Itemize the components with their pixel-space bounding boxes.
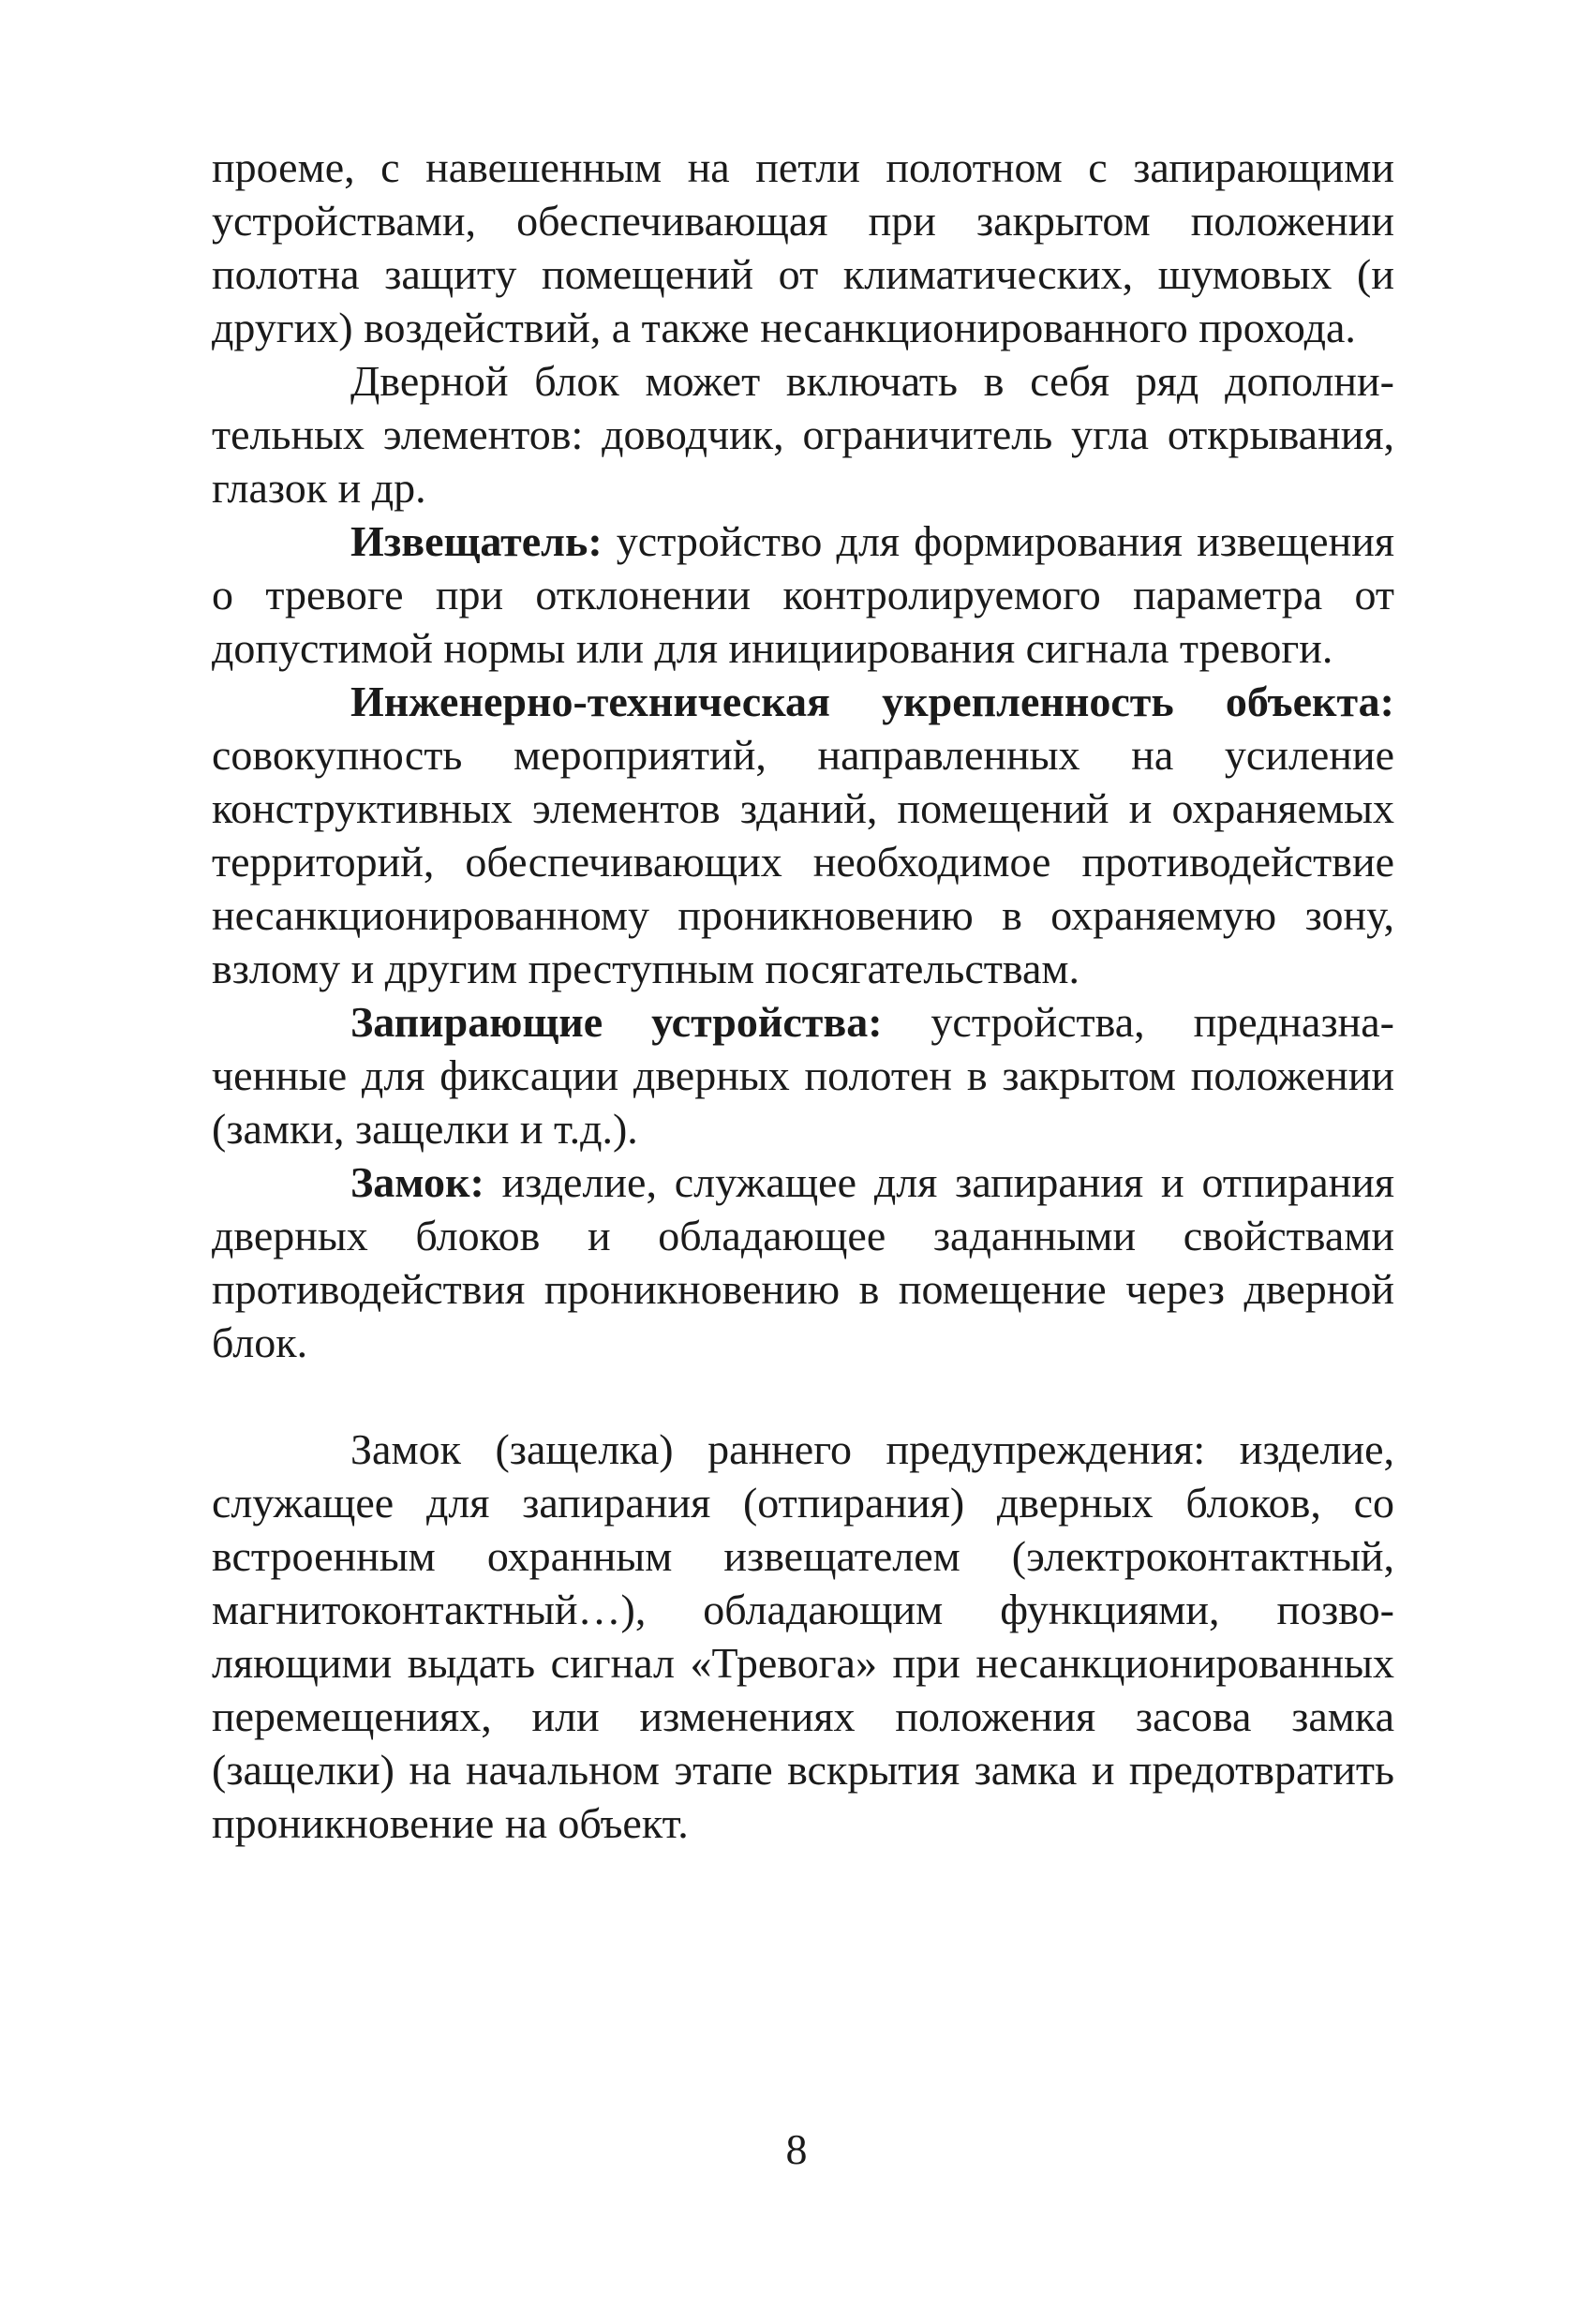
definition-engineering-protection (212, 675, 1394, 995)
page-number: 8 (785, 2125, 808, 2173)
definition-locking-devices-text: устройства, предназначенные для фиксации дверных полотен в закрытом положении (замки, защелки и т.д.). (212, 998, 1394, 1153)
term-engineering-protection: Инженерно-техническая укрепленность объекта: (350, 678, 1394, 725)
definition-early-warning-lock: Замок (защелка) раннего предупреждения: изделие, служащее для запирания (отпирания) дверных блоков, со встроенным охранным извещателем (электроконтактный, магнитоконтактный…), обладающим функциями, позволяющими выдать сигнал «Тревога» при несанкционированных перемещениях, или изменениях положения засова замка (защелки) на начальном этапе вскрытия замка и предотвратить проникновение на объект. (212, 1425, 1394, 1847)
term-detector: Извещатель: (350, 517, 603, 565)
term-lock: Замок: (350, 1158, 484, 1206)
paragraph-gap (212, 1369, 1394, 1423)
definition-detector (212, 514, 1394, 675)
definition-detector-text: устройство для формирования извещения о тревоге при отклонении контролируемого параметра от допустимой нормы или для инициирования сигнала тревоги. (212, 517, 1394, 672)
paragraph-door-block-continuation: проеме, с навешенным на петли полотном с запирающими устройствами, обеспечивающая при закрытом положении полотна защиту помещений от климатических, шумовых (и других) воздействий, а также несанкционированного прохода. (212, 143, 1394, 351)
body-text (212, 141, 1394, 1850)
term-locking-devices: Запирающие устройства: (350, 998, 883, 1046)
definition-engineering-protection-text: совокупность мероприятий, направленных на усиление конструктивных элементов зданий, помещений и охраняемых территорий, обеспечивающих необходимое противодействие несанкционированному проникновению в охраняемую зону, взлому и другим преступным посягательствам. (212, 731, 1394, 992)
definition-lock (212, 1155, 1394, 1369)
definition-locking-devices (212, 995, 1394, 1155)
definition-lock-text: изделие, служащее для запирания и отпирания дверных блоков и обладающее заданными свойствами противодействия проникновению в помещение через дверной блок. (212, 1158, 1394, 1366)
paragraph-door-block-elements: Дверной блок может включать в себя ряд дополнительных элементов: доводчик, ограничитель угла открывания, глазок и др. (212, 357, 1394, 512)
